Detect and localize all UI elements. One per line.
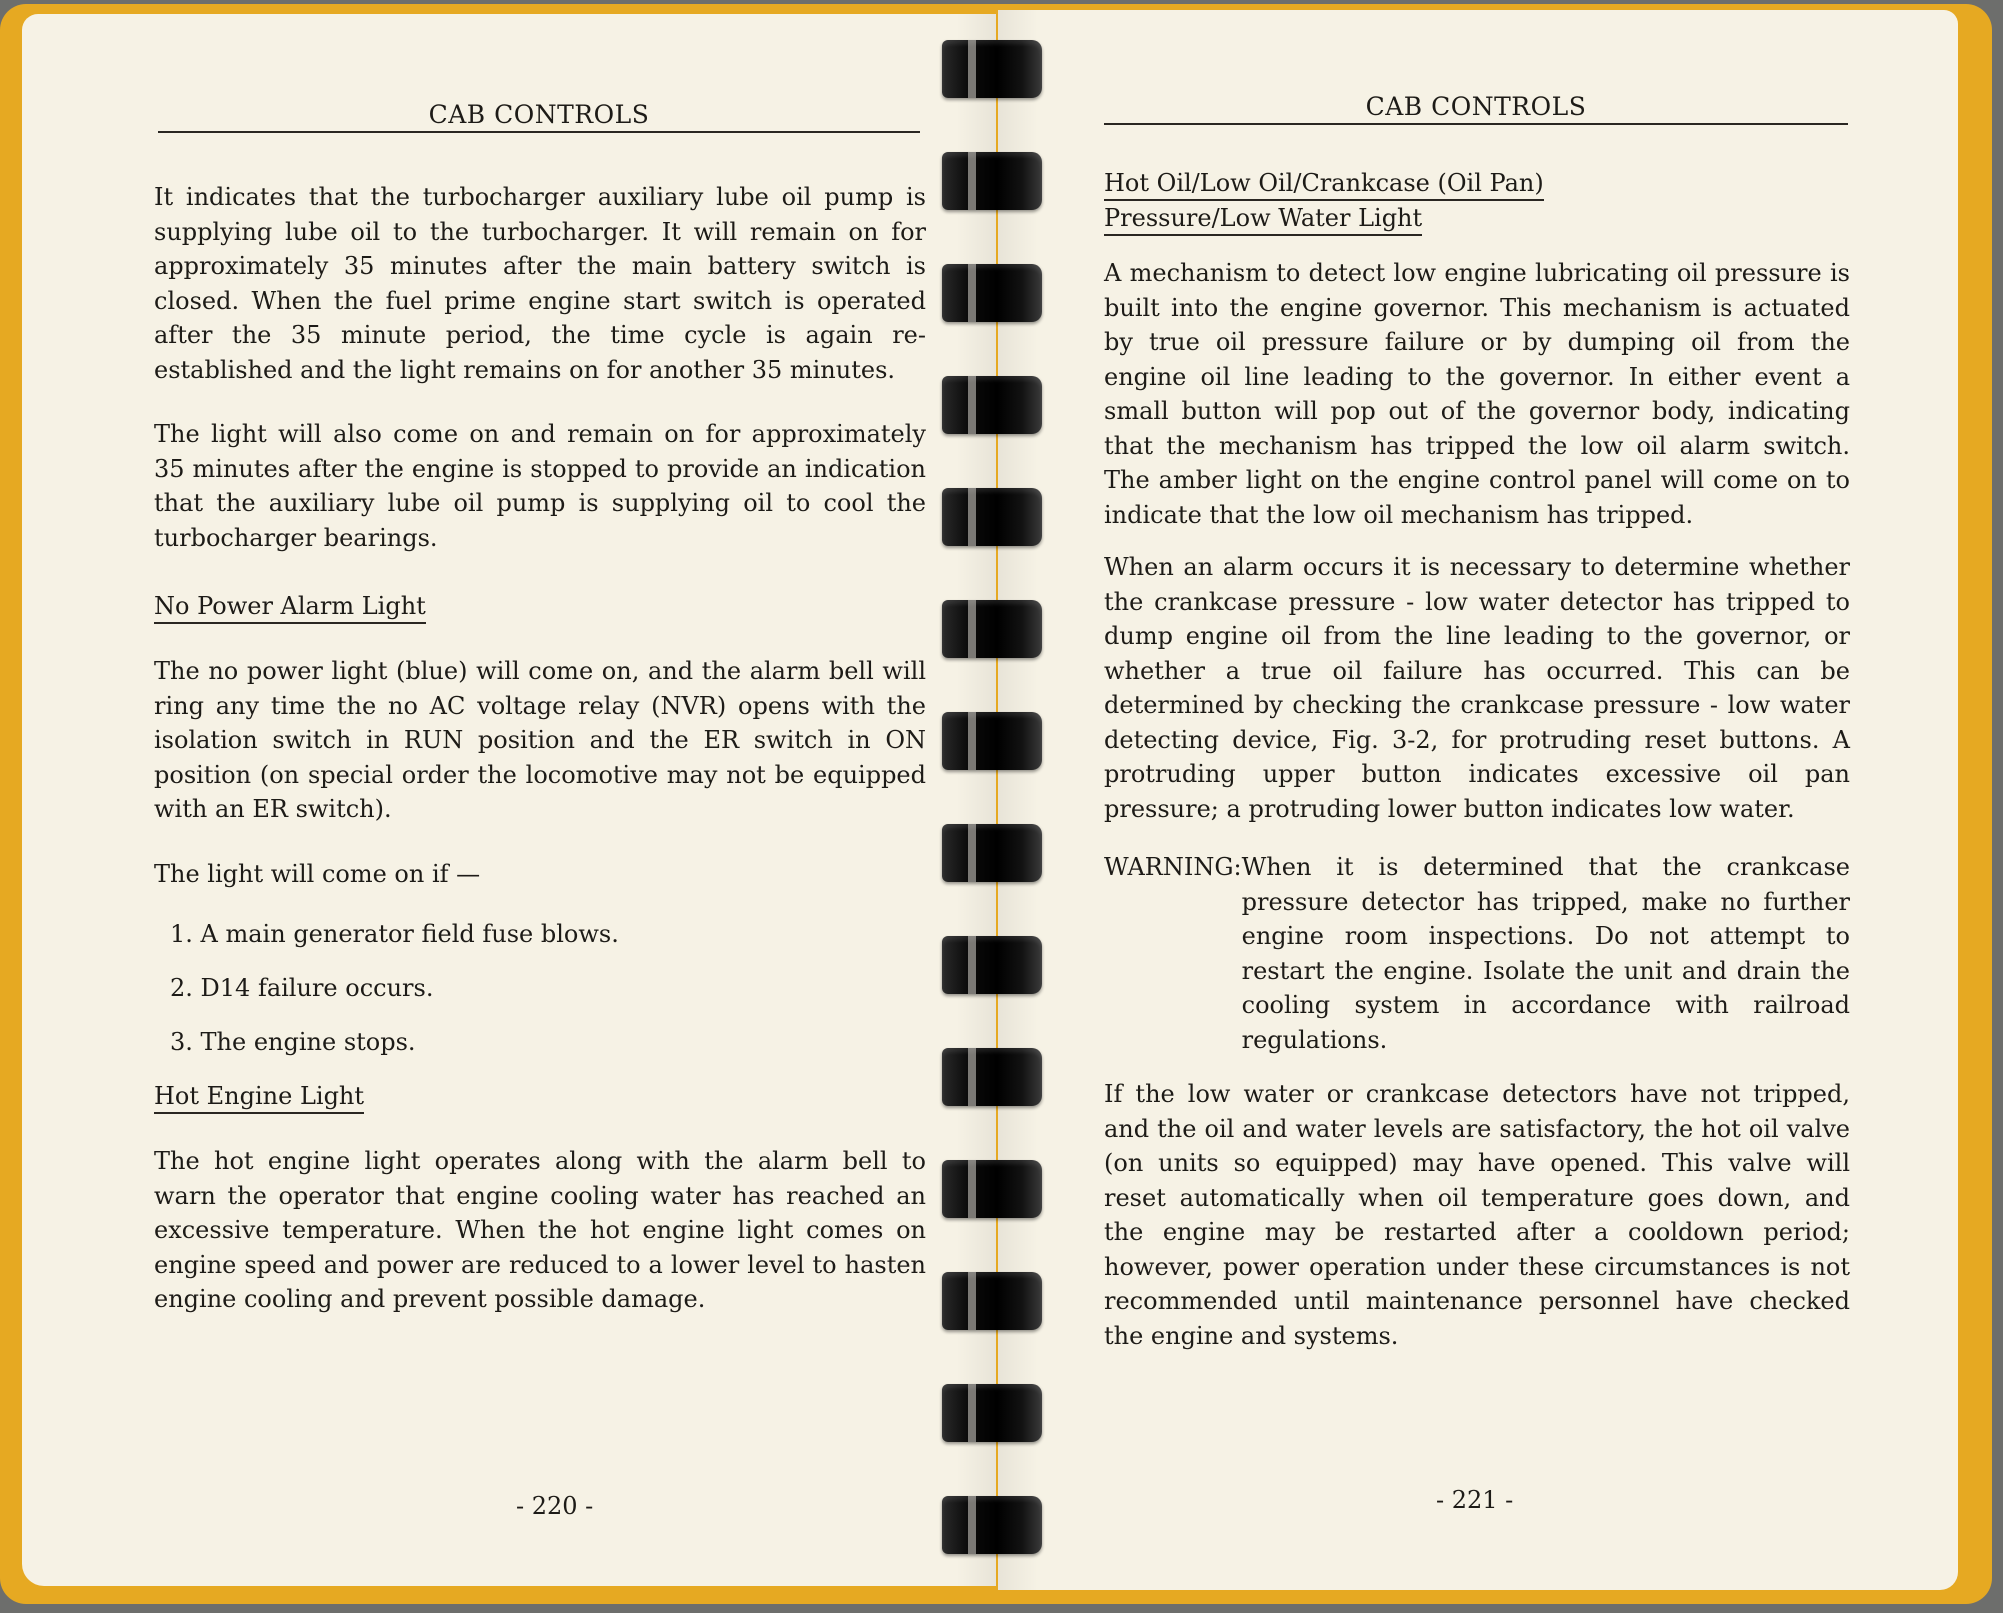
- binding-coil: [942, 376, 1042, 434]
- binding-coil: [942, 1160, 1042, 1218]
- paragraph: The light will come on if —: [154, 859, 481, 888]
- section-heading-line-1: Hot Oil/Low Oil/Crankcase (Oil Pan): [1104, 167, 1544, 201]
- left-page: [22, 14, 996, 1586]
- binding-coil: [942, 1272, 1042, 1330]
- paragraph: The hot engine light operates along with the alarm bell to warn the operator that engine cooling water has reached an excessive temperature. When the hot engine light comes on engine speed and power are reduced to a lower level to hasten engine cooling and prevent possible damage.: [154, 1147, 926, 1313]
- section-heading-line-2: Pressure/Low Water Light: [1104, 202, 1422, 236]
- binding-coil: [942, 40, 1042, 98]
- binding-coil: [942, 1384, 1042, 1442]
- binding-coil: [942, 712, 1042, 770]
- condition-list: [170, 917, 926, 1059]
- right-page: [998, 10, 1958, 1590]
- paragraph: It indicates that the turbocharger auxiliary lube oil pump is supplying lube oil to the turbocharger. It will remain on for approximately 35 minutes after the main battery switch is closed. When the fuel prime engine start switch is operated after the 35 minute period, the time cycle is again re-established and the light remains on for another 35 minutes.: [154, 183, 926, 384]
- binding-coil: [942, 488, 1042, 546]
- warning-block: [1104, 850, 1850, 1057]
- binding-coil: [942, 152, 1042, 210]
- list-item: 3. The engine stops.: [170, 1028, 416, 1056]
- paragraph: If the low water or crankcase detectors have not tripped, and the oil and water levels are satisfactory, the hot oil valve (on units so equipped) may have opened. This valve will reset automatically when oil temperature goes down, and the engine may be restarted after a cooldown period; however, power operation under these circumstances is not recommended until maintenance personnel have checked the engine and systems.: [1104, 1080, 1850, 1350]
- paragraph: The no power light (blue) will come on, and the alarm bell will ring any time the no AC voltage relay (NVR) opens with the isolation switch in RUN position and the ER switch in ON position (on special order the locomotive may not be equipped with an ER switch).: [154, 657, 926, 823]
- binding-coil: [942, 600, 1042, 658]
- page-header: CAB CONTROLS: [158, 100, 920, 133]
- page-header: CAB CONTROLS: [1104, 92, 1848, 125]
- paragraph: A mechanism to detect low engine lubricating oil pressure is built into the engine governor. This mechanism is actuated by true oil pressure failure or by dumping oil from the engine oil line leading to the governor. In either event a small button will pop out of the governor body, indicating that the mechanism has tripped the low oil alarm switch. The amber light on the engine control panel will come on to indicate that the low oil mechanism has tripped.: [1104, 259, 1850, 529]
- binding-coil: [942, 1048, 1042, 1106]
- page-number: - 221 -: [1436, 1486, 1514, 1514]
- paragraph: When an alarm occurs it is necessary to determine whether the crankcase pressure - low water detector has tripped to dump engine oil from the line leading to the governor, or whether a true oil failure has occurred. This can be determined by checking the crankcase pressure - low water detecting device, Fig. 3-2, for protruding reset buttons. A protruding upper button indicates excessive oil pan pressure; a protruding lower button indicates low water.: [1104, 553, 1850, 823]
- section-heading-no-power: No Power Alarm Light: [154, 590, 426, 624]
- list-item: 2. D14 failure occurs.: [170, 974, 434, 1002]
- gutter-shadow: [956, 14, 996, 1586]
- left-text-column: [154, 180, 926, 1317]
- warning-label: WARNING:: [1104, 853, 1242, 881]
- page-number: - 220 -: [516, 1492, 594, 1520]
- binding-coil: [942, 824, 1042, 882]
- binding-coil: [942, 264, 1042, 322]
- binding-coil: [942, 936, 1042, 994]
- warning-text: When it is determined that the crankcase pressure detector has tripped, make no further engine room inspections. Do not attempt to restart the engine. Isolate the unit and drain the cooling system in accordance with railroad regulations.: [1241, 853, 1850, 1054]
- right-text-column: [1104, 166, 1850, 1353]
- section-heading-hot-engine: Hot Engine Light: [154, 1080, 364, 1114]
- gutter-shadow: [998, 10, 1038, 1590]
- paragraph: The light will also come on and remain on for approximately 35 minutes after the engine is stopped to provide an indication that the auxiliary lube oil pump is supplying oil to cool the turbocharger bearings.: [154, 420, 926, 552]
- list-item: 1. A main generator field fuse blows.: [170, 920, 619, 948]
- binding-coil: [942, 1496, 1042, 1554]
